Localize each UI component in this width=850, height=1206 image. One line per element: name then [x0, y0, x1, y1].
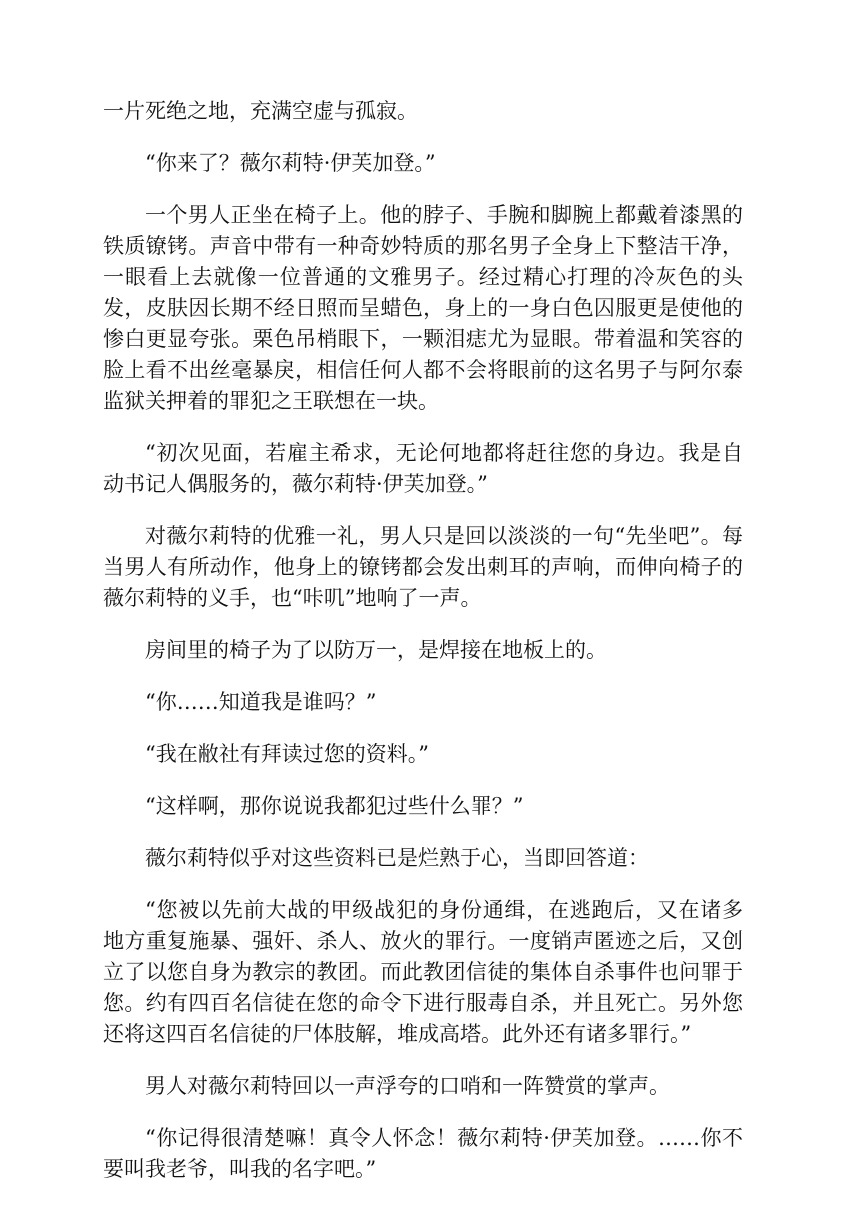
paragraph: 男人对薇尔莉特回以一声浮夸的口哨和一阵赞赏的掌声。 — [145, 1074, 670, 1098]
paragraph: “初次见面，若雇主希求，无论何地都将赶往您的身边。我是自动书记人偶服务的，薇尔莉特·伊芙加登。” — [103, 441, 743, 496]
document-body — [103, 96, 743, 1206]
paragraph: 薇尔莉特似乎对这些资料已是烂熟于心，当即回答道： — [145, 846, 649, 870]
paragraph: “你来了？薇尔莉特·伊芙加登。” — [145, 151, 436, 175]
paragraph: 一个男人正坐在椅子上。他的脖子、手腕和脚腕上都戴着漆黑的铁质镣铐。声音中带有一种奇妙特质的那名男子全身上下整洁干净，一眼看上去就像一位普通的文雅男子。经过精心打理的冷灰色的头发，皮肤因长期不经日照而呈蜡色，身上的一身白色囚服更是使他的惨白更显夸张。栗色吊梢眼下，一颗泪痣尤为显眼。带着温和笑容的脸上看不出丝毫暴戾，相信任何人都不会将眼前的这名男子与阿尔泰监狱关押着的罪犯之王联想在一块。 — [103, 203, 743, 413]
paragraph: 对薇尔莉特的优雅一礼，男人只是回以淡淡的一句“先坐吧”。每当男人有所动作，他身上的镣铐都会发出刺耳的声响，而伸向椅子的薇尔莉特的义手，也“咔叽”地响了一声。 — [103, 524, 743, 610]
paragraph: “这样啊，那你说说我都犯过些什么罪？” — [145, 794, 524, 818]
paragraph: 房间里的椅子为了以防万一，是焊接在地板上的。 — [145, 638, 607, 662]
paragraph: “我在敝社有拜读过您的资料。” — [145, 742, 429, 766]
paragraph-continuation: 一片死绝之地，充满空虚与孤寂。 — [103, 99, 418, 123]
paragraph: “你记得很清楚嘛！真令人怀念！薇尔莉特·伊芙加登。……你不要叫我老爷，叫我的名字吧。” — [103, 1126, 743, 1181]
paragraph: “您被以先前大战的甲级战犯的身份通缉，在逃跑后，又在诸多地方重复施暴、强奸、杀人、放火的罪行。一度销声匿迹之后，又创立了以您自身为教宗的教团。而此教团信徒的集体自杀事件也问罪于您。约有四百名信徒在您的命令下进行服毒自杀，并且死亡。另外您还将这四百名信徒的尸体肢解，堆成高塔。此外还有诸多罪行。” — [103, 898, 743, 1046]
paragraph: “你……知道我是谁吗？” — [145, 690, 377, 714]
